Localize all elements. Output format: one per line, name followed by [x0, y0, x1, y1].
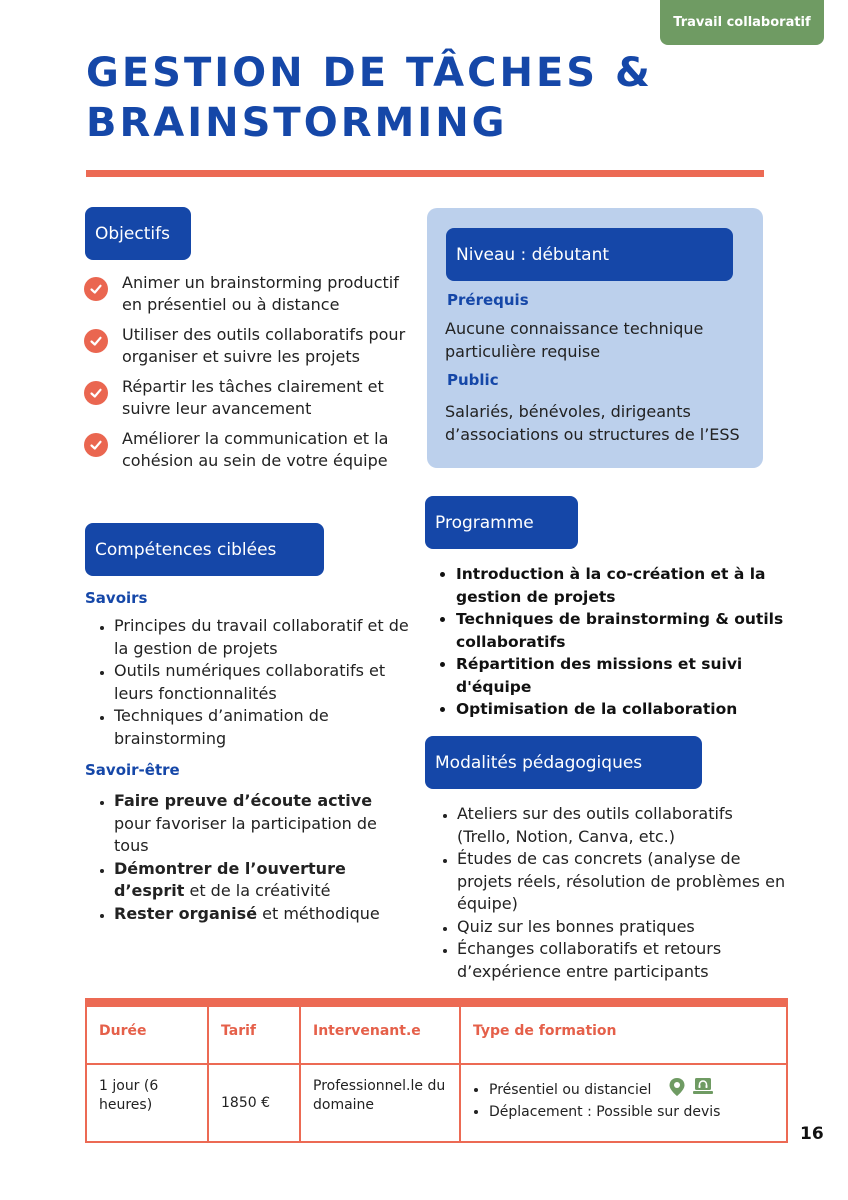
- modalites-heading: Modalités pédagogiques: [425, 736, 702, 789]
- page-number: 16: [800, 1124, 824, 1144]
- programme-list: [436, 563, 786, 721]
- savoir-etre-item: [114, 790, 412, 858]
- check-icon: [84, 433, 108, 457]
- check-icon: [84, 277, 108, 301]
- objectifs-heading: Objectifs: [85, 207, 191, 260]
- public-text: Salariés, bénévoles, dirigeants d’associations ou structures de l’ESS: [445, 402, 740, 444]
- objectif-text: Améliorer la communication et la cohésion au sein de votre équipe: [122, 429, 389, 470]
- type-formation-text: Présentiel ou distanciel: [489, 1082, 652, 1098]
- objectif-item: [84, 324, 414, 368]
- savoir-etre-label: Savoir-être: [85, 761, 180, 779]
- objectif-item: [84, 428, 414, 472]
- programme-heading: Programme: [425, 496, 578, 549]
- objectif-text: Animer un brainstorming productif en présentiel ou à distance: [122, 273, 399, 314]
- niveau-heading: Niveau : débutant: [446, 228, 733, 281]
- table-top-rule: [85, 998, 788, 1005]
- savoir-etre-rest: et méthodique: [257, 903, 380, 923]
- programme-item: • Techniques de brainstorming & outils collaboratifs: [456, 608, 786, 653]
- modalite-item: • Quiz sur les bonnes pratiques: [457, 916, 787, 939]
- objectif-text: Utiliser des outils collaboratifs pour organiser et suivre les projets: [122, 325, 406, 366]
- savoirs-label: Savoirs: [85, 589, 148, 607]
- type-formation-item: • Déplacement : Possible sur devis: [489, 1103, 774, 1122]
- public-label: Public: [447, 371, 499, 389]
- type-icons: [668, 1077, 714, 1103]
- location-pin-icon: [668, 1077, 686, 1103]
- type-formation-item: [489, 1077, 774, 1103]
- prerequis-text: Aucune connaissance technique particulière requise: [445, 319, 704, 361]
- laptop-headset-icon: [692, 1077, 714, 1103]
- cell-type-formation: [460, 1064, 787, 1142]
- savoir-etre-item: [114, 903, 412, 926]
- objectifs-list: [84, 272, 414, 480]
- competences-heading: Compétences ciblées: [85, 523, 324, 576]
- check-icon: [84, 329, 108, 353]
- header-intervenant: Intervenant.e: [300, 1006, 460, 1064]
- page-title: [86, 48, 706, 148]
- prerequis-label: Prérequis: [447, 291, 529, 309]
- modalite-item: • Ateliers sur des outils collaboratifs (Trello, Notion, Canva, etc.): [457, 803, 787, 848]
- objectif-text: Répartir les tâches clairement et suivre leur avancement: [122, 377, 384, 418]
- savoir-etre-bold: Faire preuve d’écoute active: [114, 791, 373, 810]
- programme-item: • Optimisation de la collaboration: [456, 698, 786, 721]
- modalite-item: • Échanges collaboratifs et retours d’expérience entre participants: [457, 938, 787, 983]
- modalites-list: [437, 803, 787, 983]
- savoir-etre-rest: et de la créativité: [184, 881, 331, 900]
- title-line-1: GESTION DE TÂCHES &: [86, 50, 653, 96]
- modalite-item: • Études de cas concrets (analyse de projets réels, résolution de problèmes en équipe): [457, 848, 787, 916]
- cell-duree: 1 jour (6 heures): [86, 1064, 208, 1142]
- category-tag: Travail collaboratif: [660, 0, 824, 45]
- cell-intervenant: Professionnel.le du domaine: [300, 1064, 460, 1142]
- savoir-etre-rest: pour favoriser la participation de tous: [114, 813, 377, 855]
- savoir-etre-list: [94, 790, 412, 925]
- title-divider: [86, 170, 764, 177]
- info-table: [85, 998, 788, 1143]
- savoir-etre-bold: Démontrer de l’ouverture d’esprit: [114, 858, 346, 900]
- programme-item: • Répartition des missions et suivi d'équipe: [456, 653, 786, 698]
- header-type-formation: Type de formation: [460, 1006, 787, 1064]
- type-formation-list: [473, 1077, 774, 1122]
- savoir-etre-item: [114, 858, 412, 903]
- savoir-etre-bold: Rester organisé: [114, 903, 258, 923]
- savoir-item: • Principes du travail collaboratif et de la gestion de projets: [114, 615, 412, 660]
- savoir-item: • Outils numériques collaboratifs et leurs fonctionnalités: [114, 660, 412, 705]
- header-tarif: Tarif: [208, 1006, 300, 1064]
- header-duree: Durée: [86, 1006, 208, 1064]
- savoirs-list: [94, 615, 412, 750]
- savoir-item: • Techniques d’animation de brainstorming: [114, 705, 412, 750]
- title-line-2: BRAINSTORMING: [86, 100, 508, 146]
- programme-item: • Introduction à la co-création et à la gestion de projets: [456, 563, 786, 608]
- objectif-item: [84, 272, 414, 316]
- check-icon: [84, 381, 108, 405]
- cell-tarif: 1850 €: [208, 1064, 300, 1142]
- objectif-item: [84, 376, 414, 420]
